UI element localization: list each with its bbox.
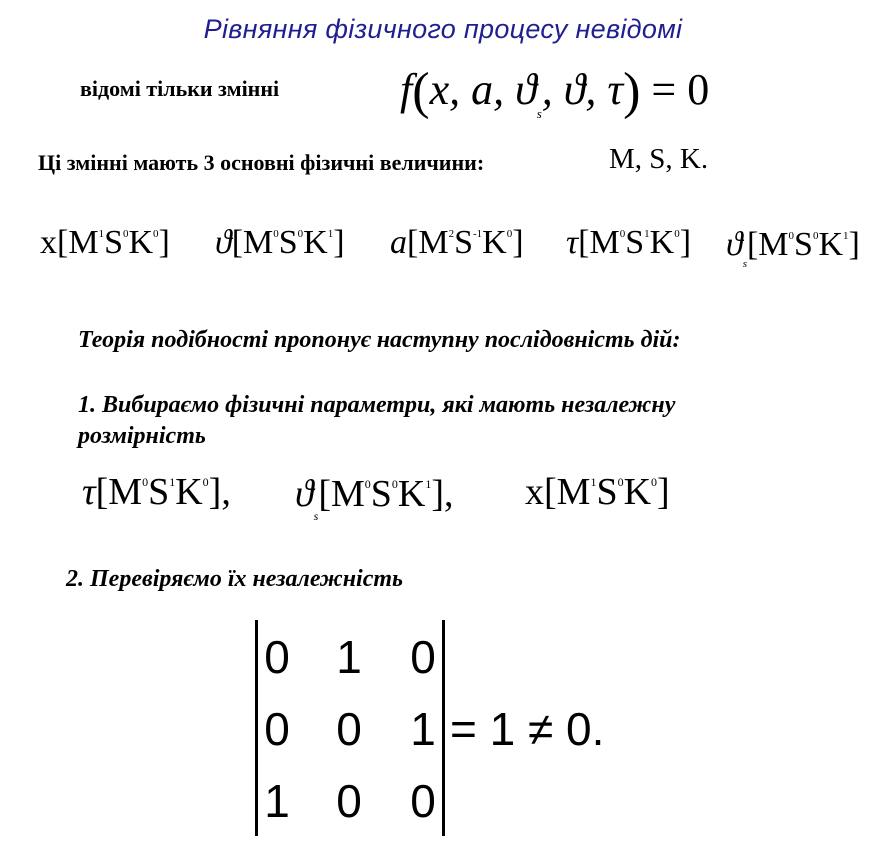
- matrix-cell: 0: [264, 703, 290, 755]
- matrix-cell: 0: [410, 775, 436, 827]
- matrix-cell: 1: [410, 703, 436, 755]
- dimension-x: $x[M^1S^0K^0]$: [40, 224, 170, 261]
- selected-tau: $\tau[M^0S^1K^0]$,: [82, 471, 231, 513]
- matrix-cell: 1: [264, 775, 290, 827]
- quantities-label: Ці змінні мають 3 основні фізичні величини:: [38, 150, 485, 175]
- eq-rest: , ϑ, τ: [541, 65, 624, 114]
- selected-theta-s: $ϑ_s[M^0S^0K^1]$,: [295, 473, 454, 523]
- process-equation: [400, 62, 709, 122]
- eq-f: f: [400, 65, 413, 114]
- theory-text: Теорія подібності пропонує наступну послідовність дій:: [78, 327, 681, 353]
- eq-rparen: ): [623, 63, 641, 120]
- step2-text: 2. Перевіряємо їх незалежність: [66, 566, 404, 592]
- page-title: Рівняння фізичного процесу невідомі: [203, 14, 683, 44]
- dimension-a: $a[M^2S^{-1}K^0]$: [390, 224, 524, 261]
- dimension-theta: $ϑ[M^0S^0K^1]$: [215, 224, 345, 261]
- matrix-cell: 0: [264, 631, 290, 683]
- matrix-cell: 0: [336, 703, 362, 755]
- step1-line2: розмірність: [78, 423, 206, 449]
- dimension-theta-s: $ϑ_s[M^0S^0K^1]$: [726, 226, 860, 270]
- eq-args: x, a, ϑ: [429, 65, 537, 114]
- determinant-result: = 1 ≠ 0.: [450, 703, 605, 755]
- matrix-cell: 0: [410, 631, 436, 683]
- dimension-tau: $\tau[M^0S^1K^0]$: [566, 224, 692, 261]
- eq-lparen: (: [412, 63, 430, 120]
- determinant-matrix: [255, 620, 445, 836]
- step1-line1: 1. Вибираємо фізичні параметри, які мають незалежну: [78, 392, 676, 418]
- known-variables-label: відомі тільки змінні: [80, 76, 280, 101]
- eq-subscript-s: s: [536, 106, 542, 121]
- quantities-value: M, S, K.: [609, 143, 709, 175]
- matrix-cell: 1: [336, 631, 362, 683]
- selected-x: $x[M^1S^0K^0]$: [525, 471, 670, 513]
- eq-equals-zero: = 0: [640, 65, 710, 114]
- matrix-cell: 0: [336, 775, 362, 827]
